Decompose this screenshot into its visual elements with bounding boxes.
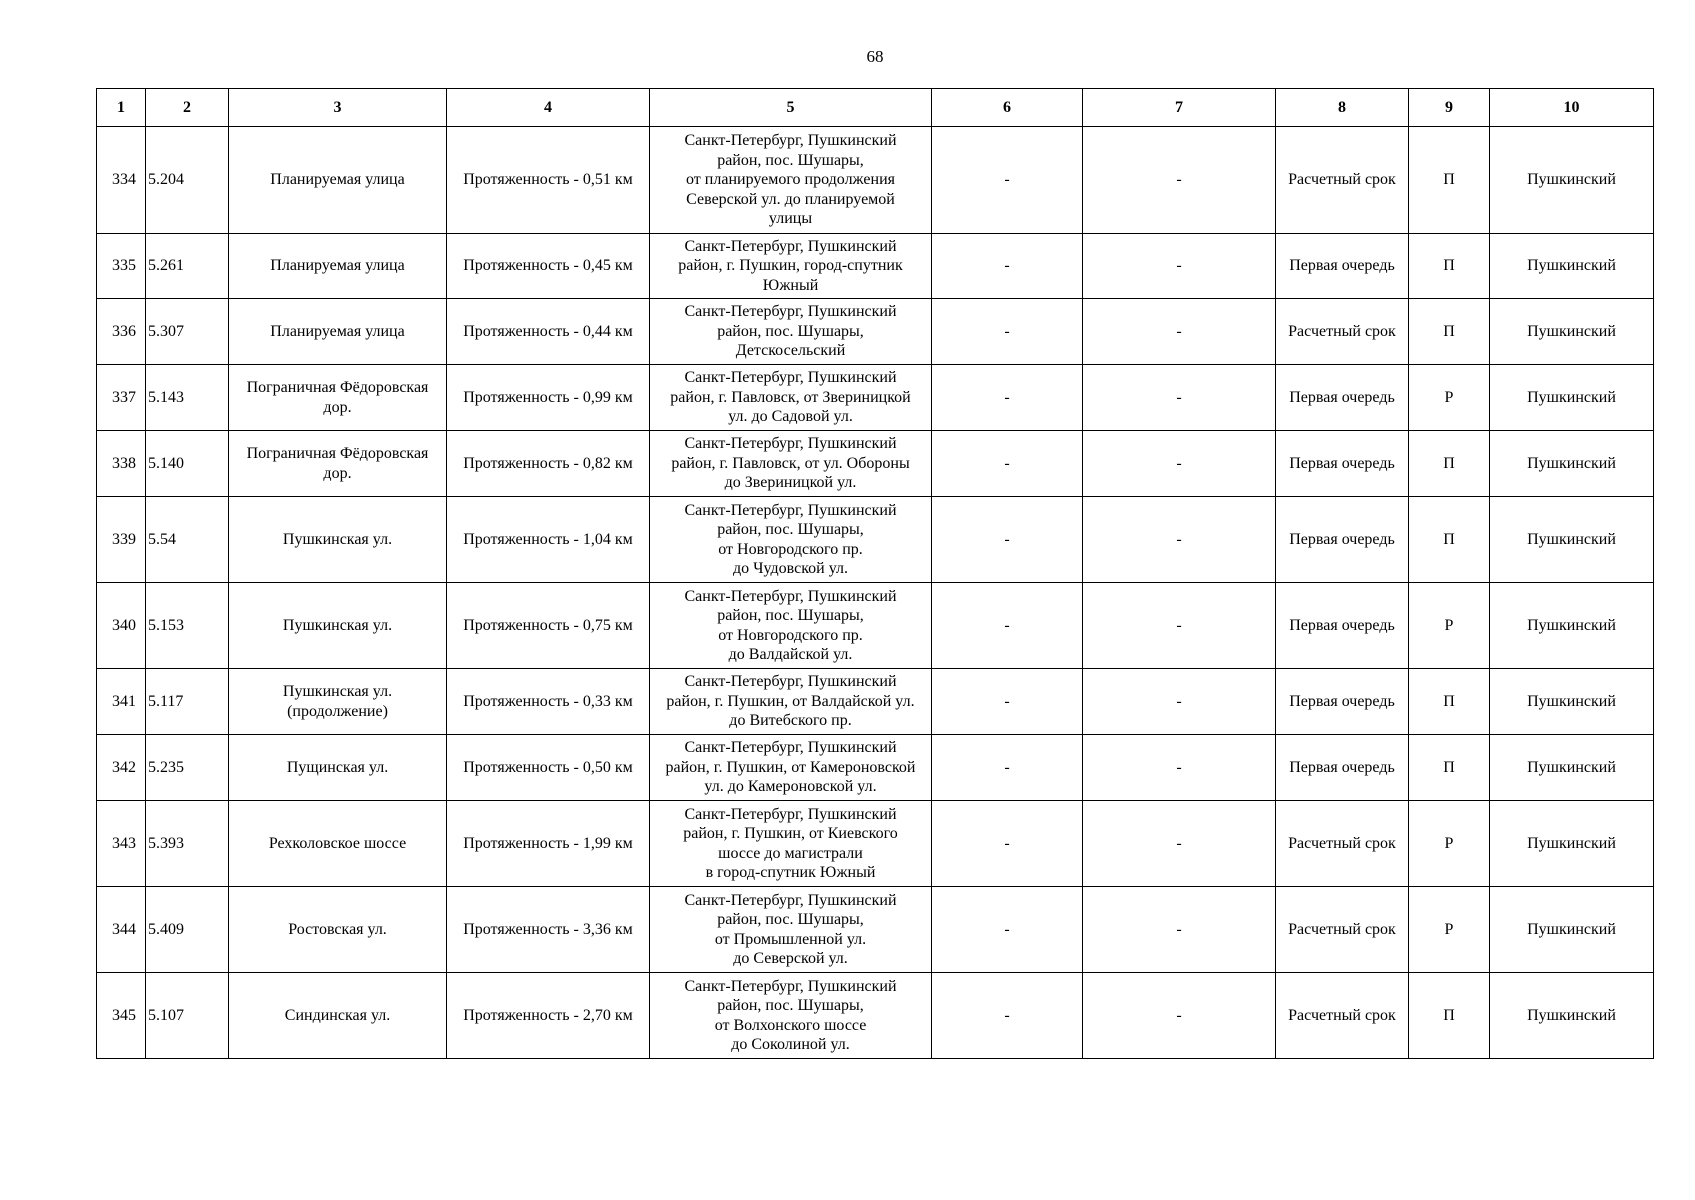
- road-type: П: [1409, 735, 1490, 801]
- header-row: [97, 89, 1654, 127]
- road-type: Р: [1409, 801, 1490, 887]
- road-length: Протяженность - 3,36 км: [447, 887, 650, 973]
- district-name: Пушкинский: [1490, 801, 1654, 887]
- road-type: П: [1409, 669, 1490, 735]
- table-row: [97, 127, 1654, 234]
- road-length: Протяженность - 1,99 км: [447, 801, 650, 887]
- road-name: Пушкинская ул.: [229, 583, 447, 669]
- column-7-value: -: [1083, 735, 1276, 801]
- row-number: 336: [97, 299, 146, 365]
- road-address: Санкт-Петербург, Пушкинский район, пос. Шушары, Детскосельский: [650, 299, 932, 365]
- road-address: Санкт-Петербург, Пушкинский район, пос. Шушары, от планируемого продолжения Северской ул. до планируемой улицы: [650, 127, 932, 234]
- row-number: 338: [97, 431, 146, 497]
- road-name: Планируемая улица: [229, 299, 447, 365]
- column-6-value: -: [932, 887, 1083, 973]
- row-number: 337: [97, 365, 146, 431]
- road-type: П: [1409, 127, 1490, 234]
- object-code: 5.140: [146, 431, 229, 497]
- district-name: Пушкинский: [1490, 299, 1654, 365]
- column-6-value: -: [932, 801, 1083, 887]
- header-cell: 9: [1409, 89, 1490, 127]
- column-7-value: -: [1083, 887, 1276, 973]
- implementation-stage: Первая очередь: [1276, 234, 1409, 299]
- header-cell: 8: [1276, 89, 1409, 127]
- table-row: [97, 973, 1654, 1059]
- table-row: [97, 431, 1654, 497]
- row-number: 339: [97, 497, 146, 583]
- district-name: Пушкинский: [1490, 735, 1654, 801]
- object-code: 5.117: [146, 669, 229, 735]
- district-name: Пушкинский: [1490, 234, 1654, 299]
- district-name: Пушкинский: [1490, 973, 1654, 1059]
- table-row: [97, 234, 1654, 299]
- row-number: 335: [97, 234, 146, 299]
- implementation-stage: Первая очередь: [1276, 431, 1409, 497]
- road-address: Санкт-Петербург, Пушкинский район, пос. Шушары, от Новгородского пр. до Чудовской ул.: [650, 497, 932, 583]
- object-code: 5.54: [146, 497, 229, 583]
- district-name: Пушкинский: [1490, 887, 1654, 973]
- implementation-stage: Расчетный срок: [1276, 887, 1409, 973]
- road-length: Протяженность - 0,44 км: [447, 299, 650, 365]
- column-7-value: -: [1083, 973, 1276, 1059]
- road-name: Пограничная Фёдоровская дор.: [229, 431, 447, 497]
- road-length: Протяженность - 0,33 км: [447, 669, 650, 735]
- table-row: [97, 887, 1654, 973]
- road-address: Санкт-Петербург, Пушкинский район, г. Пушкин, от Валдайской ул. до Витебского пр.: [650, 669, 932, 735]
- district-name: Пушкинский: [1490, 583, 1654, 669]
- road-name: Пушкинская ул.: [229, 497, 447, 583]
- column-6-value: -: [932, 234, 1083, 299]
- road-address: Санкт-Петербург, Пушкинский район, г. Павловск, от ул. Обороны до Звериницкой ул.: [650, 431, 932, 497]
- row-number: 343: [97, 801, 146, 887]
- road-name: Планируемая улица: [229, 127, 447, 234]
- road-type: Р: [1409, 887, 1490, 973]
- header-cell: 10: [1490, 89, 1654, 127]
- column-7-value: -: [1083, 299, 1276, 365]
- column-6-value: -: [932, 127, 1083, 234]
- road-type: П: [1409, 234, 1490, 299]
- object-code: 5.393: [146, 801, 229, 887]
- road-length: Протяженность - 0,99 км: [447, 365, 650, 431]
- header-cell: 6: [932, 89, 1083, 127]
- road-length: Протяженность - 0,51 км: [447, 127, 650, 234]
- district-name: Пушкинский: [1490, 669, 1654, 735]
- row-number: 341: [97, 669, 146, 735]
- district-name: Пушкинский: [1490, 365, 1654, 431]
- object-code: 5.204: [146, 127, 229, 234]
- row-number: 345: [97, 973, 146, 1059]
- road-name: Пущинская ул.: [229, 735, 447, 801]
- header-cell: 4: [447, 89, 650, 127]
- row-number: 344: [97, 887, 146, 973]
- column-6-value: -: [932, 497, 1083, 583]
- column-6-value: -: [932, 365, 1083, 431]
- column-7-value: -: [1083, 669, 1276, 735]
- row-number: 342: [97, 735, 146, 801]
- road-address: Санкт-Петербург, Пушкинский район, г. Пушкин, от Камероновской ул. до Камероновской ул.: [650, 735, 932, 801]
- road-name: Пограничная Фёдоровская дор.: [229, 365, 447, 431]
- table-row: [97, 365, 1654, 431]
- column-7-value: -: [1083, 583, 1276, 669]
- road-name: Ростовская ул.: [229, 887, 447, 973]
- column-7-value: -: [1083, 431, 1276, 497]
- road-type: П: [1409, 431, 1490, 497]
- column-6-value: -: [932, 431, 1083, 497]
- road-type: Р: [1409, 365, 1490, 431]
- road-length: Протяженность - 0,82 км: [447, 431, 650, 497]
- object-code: 5.153: [146, 583, 229, 669]
- implementation-stage: Первая очередь: [1276, 365, 1409, 431]
- implementation-stage: Первая очередь: [1276, 735, 1409, 801]
- column-6-value: -: [932, 973, 1083, 1059]
- object-code: 5.235: [146, 735, 229, 801]
- column-7-value: -: [1083, 365, 1276, 431]
- road-name: Пушкинская ул. (продолжение): [229, 669, 447, 735]
- road-length: Протяженность - 0,45 км: [447, 234, 650, 299]
- road-length: Протяженность - 0,75 км: [447, 583, 650, 669]
- column-7-value: -: [1083, 497, 1276, 583]
- road-address: Санкт-Петербург, Пушкинский район, г. Павловск, от Звериницкой ул. до Садовой ул.: [650, 365, 932, 431]
- table-row: [97, 497, 1654, 583]
- district-name: Пушкинский: [1490, 431, 1654, 497]
- object-code: 5.143: [146, 365, 229, 431]
- roads-table: [96, 88, 1654, 1059]
- table-row: [97, 735, 1654, 801]
- row-number: 334: [97, 127, 146, 234]
- header-cell: 7: [1083, 89, 1276, 127]
- implementation-stage: Расчетный срок: [1276, 127, 1409, 234]
- implementation-stage: Расчетный срок: [1276, 801, 1409, 887]
- object-code: 5.409: [146, 887, 229, 973]
- road-type: Р: [1409, 583, 1490, 669]
- column-7-value: -: [1083, 127, 1276, 234]
- column-6-value: -: [932, 669, 1083, 735]
- object-code: 5.307: [146, 299, 229, 365]
- implementation-stage: Первая очередь: [1276, 669, 1409, 735]
- header-cell: 1: [97, 89, 146, 127]
- column-7-value: -: [1083, 801, 1276, 887]
- road-name: Планируемая улица: [229, 234, 447, 299]
- road-name: Рехколовское шоссе: [229, 801, 447, 887]
- page-number: 68: [866, 47, 884, 66]
- implementation-stage: Расчетный срок: [1276, 299, 1409, 365]
- column-7-value: -: [1083, 234, 1276, 299]
- table-row: [97, 669, 1654, 735]
- district-name: Пушкинский: [1490, 127, 1654, 234]
- road-length: Протяженность - 0,50 км: [447, 735, 650, 801]
- district-name: Пушкинский: [1490, 497, 1654, 583]
- column-6-value: -: [932, 583, 1083, 669]
- implementation-stage: Первая очередь: [1276, 583, 1409, 669]
- road-type: П: [1409, 299, 1490, 365]
- road-length: Протяженность - 1,04 км: [447, 497, 650, 583]
- road-type: П: [1409, 497, 1490, 583]
- header-cell: 3: [229, 89, 447, 127]
- road-address: Санкт-Петербург, Пушкинский район, г. Пушкин, от Киевского шоссе до магистрали в город-спутник Южный: [650, 801, 932, 887]
- implementation-stage: Первая очередь: [1276, 497, 1409, 583]
- road-address: Санкт-Петербург, Пушкинский район, пос. Шушары, от Новгородского пр. до Валдайской ул.: [650, 583, 932, 669]
- column-6-value: -: [932, 735, 1083, 801]
- header-cell: 5: [650, 89, 932, 127]
- row-number: 340: [97, 583, 146, 669]
- road-length: Протяженность - 2,70 км: [447, 973, 650, 1059]
- implementation-stage: Расчетный срок: [1276, 973, 1409, 1059]
- road-address: Санкт-Петербург, Пушкинский район, пос. Шушары, от Волхонского шоссе до Соколиной ул.: [650, 973, 932, 1059]
- table-row: [97, 583, 1654, 669]
- object-code: 5.107: [146, 973, 229, 1059]
- column-6-value: -: [932, 299, 1083, 365]
- table-row: [97, 801, 1654, 887]
- header-cell: 2: [146, 89, 229, 127]
- road-name: Синдинская ул.: [229, 973, 447, 1059]
- road-address: Санкт-Петербург, Пушкинский район, пос. Шушары, от Промышленной ул. до Северской ул.: [650, 887, 932, 973]
- table-row: [97, 299, 1654, 365]
- object-code: 5.261: [146, 234, 229, 299]
- road-type: П: [1409, 973, 1490, 1059]
- road-address: Санкт-Петербург, Пушкинский район, г. Пушкин, город-спутник Южный: [650, 234, 932, 299]
